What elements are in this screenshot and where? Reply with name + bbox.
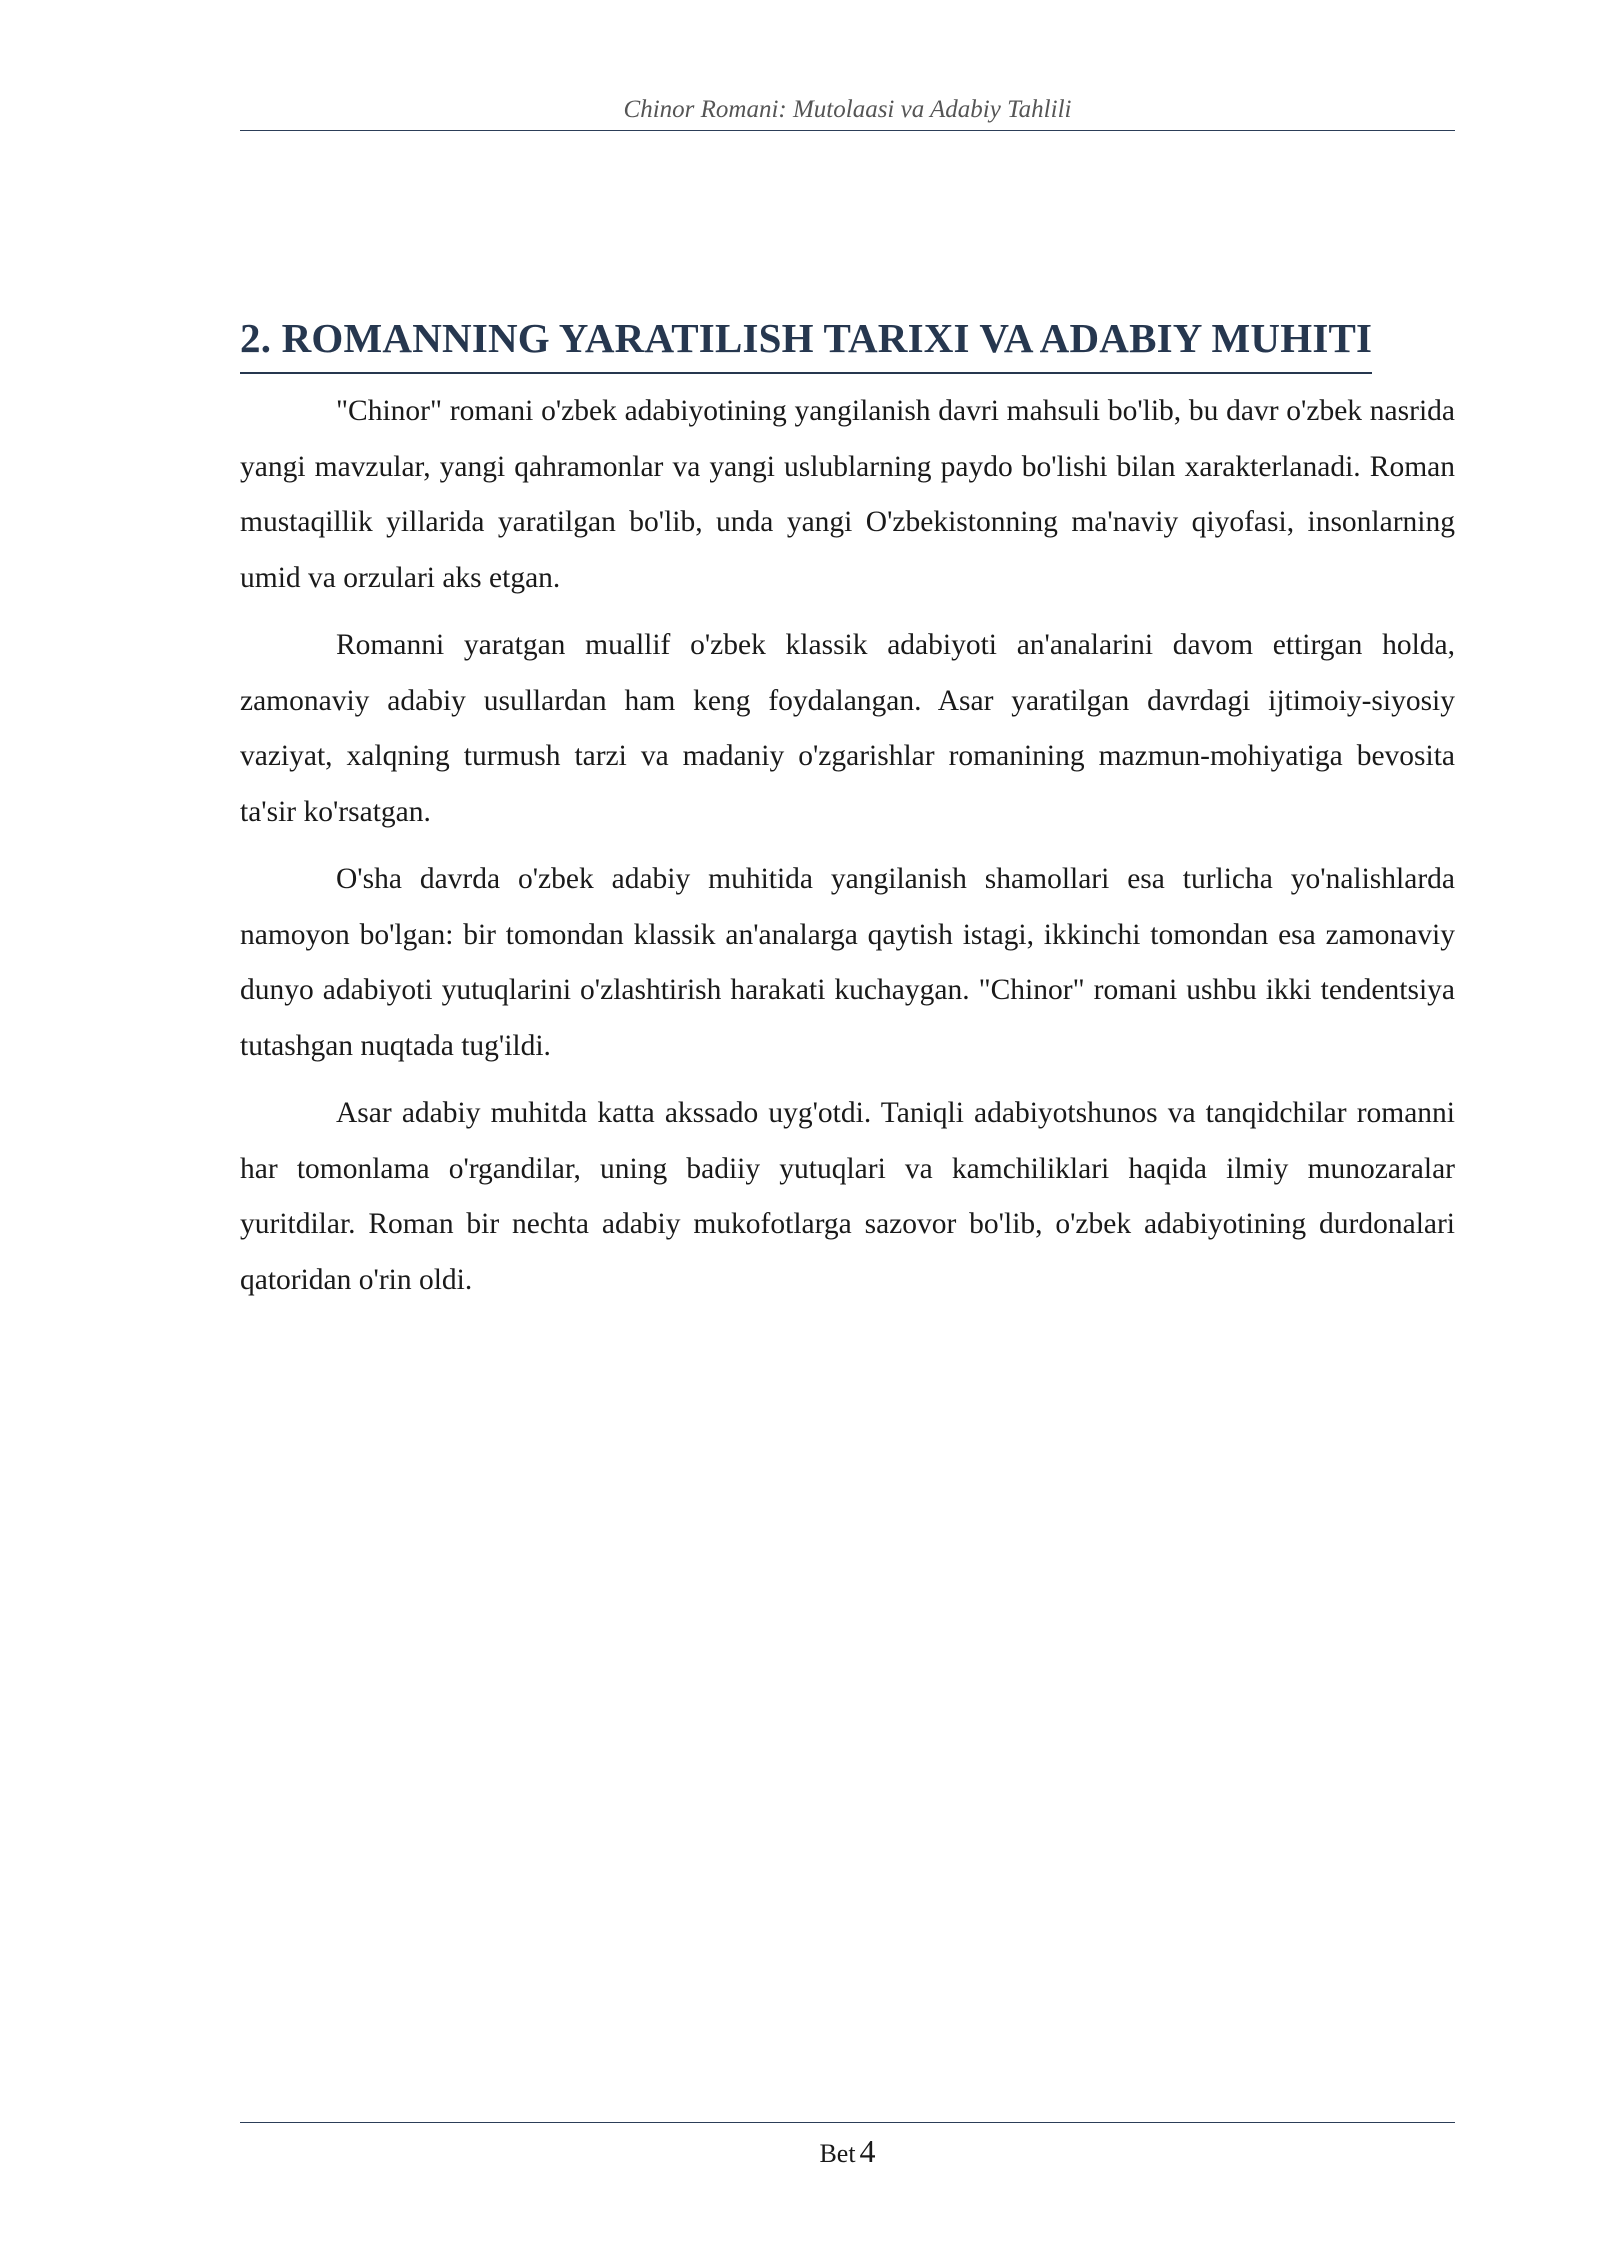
paragraph: Romanni yaratgan muallif o'zbek klassik adabiyoti an'analarini davom ettirgan holda, zamonaviy adabiy usullardan ham keng foydalangan. Asar yaratilgan davrdagi ijtimoiy-siyosiy vaziyat, xalqning turmush tarzi va madaniy o'zgarishlar romanining mazmun-mohiyatiga bevosita ta'sir ko'rsatgan. [240, 629, 1455, 828]
paragraph: O'sha davrda o'zbek adabiy muhitida yangilanish shamollari esa turlicha yo'nalishlarda namoyon bo'lgan: bir tomondan klassik an'analarga qaytish istagi, ikkinchi tomondan esa zamonaviy dunyo adabiyoti yutuqlarini o'zlashtirish harakati kuchaygan. "Chinor" romani ushbu ikki tendentsiya tutashgan nuqtada tug'ildi. [240, 863, 1455, 1062]
page-header [240, 90, 1455, 131]
page-label: Bet [819, 2139, 856, 2168]
page-footer [240, 2122, 1455, 2170]
paragraph: "Chinor" romani o'zbek adabiyotining yangilanish davri mahsuli bo'lib, bu davr o'zbek nasrida yangi mavzular, yangi qahramonlar va yangi uslublarning paydo bo'lishi bilan xarakterlanadi. Roman mustaqillik yillarida yaratilgan bo'lib, unda yangi O'zbekistonning ma'naviy qiyofasi, insonlarning umid va orzulari aks etgan. [240, 395, 1455, 594]
paragraph: Asar adabiy muhitda katta akssado uyg'otdi. Taniqli adabiyotshunos va tanqidchilar romanni har tomonlama o'rgandilar, uning badiiy yutuqlari va kamchiliklari haqida ilmiy munozaralar yuritdilar. Roman bir nechta adabiy mukofotlarga sazovor bo'lib, o'zbek adabiyotining durdonalari qatoridan o'rin oldi. [240, 1097, 1455, 1296]
section-body [240, 384, 1455, 1308]
page-content [240, 308, 1455, 1320]
page-number: 4 [859, 2133, 876, 2169]
section-heading: 2. ROMANNING YARATILISH TARIXI VA ADABIY MUHITI [240, 308, 1372, 374]
running-title: Chinor Romani: Mutolaasi va Adabiy Tahlili [623, 96, 1072, 123]
